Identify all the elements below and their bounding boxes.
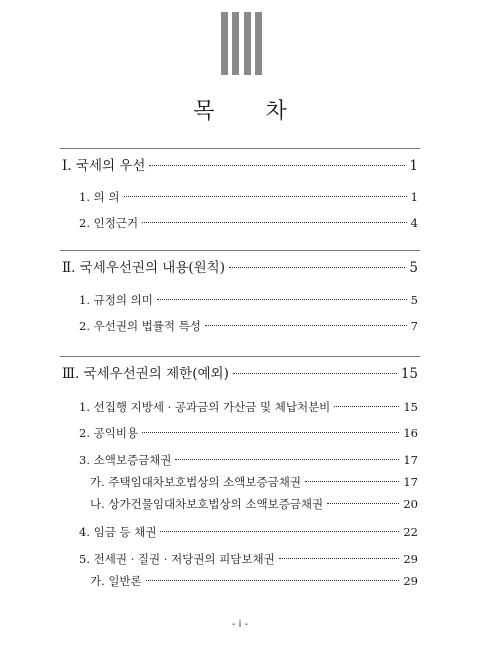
toc-item[interactable] <box>79 551 418 567</box>
section-divider <box>60 148 420 149</box>
toc-item[interactable] <box>79 318 418 334</box>
toc-item-label: 1. 규정의 의미 <box>79 293 153 307</box>
section-divider <box>60 250 420 251</box>
toc-page-number: 15 <box>400 366 418 382</box>
toc-item-label: 5. 전세권 · 질권 · 저당권의 피담보채권 <box>79 552 275 566</box>
dot-leader <box>157 299 407 300</box>
dot-leader <box>142 222 407 223</box>
toc-page-number: 20 <box>403 497 418 511</box>
toc-section-label: Ⅲ. 국세우선권의 제한(예외) <box>62 366 229 382</box>
toc-item[interactable] <box>79 399 418 415</box>
page-number-footer: - i - <box>231 619 249 630</box>
toc-page-number: 16 <box>403 426 418 440</box>
toc-subitem-label: 나. 상가건물임대차보호법상의 소액보증금채권 <box>90 497 324 511</box>
toc-subitem-label: 가. 일반론 <box>90 574 142 588</box>
toc-item-label: 1. 선집행 지방세 · 공과금의 가산금 및 체납처분비 <box>79 400 331 414</box>
toc-page-number: 4 <box>410 216 418 230</box>
dot-leader <box>160 531 399 532</box>
toc-item[interactable] <box>79 425 418 441</box>
toc-item-label: 4. 임금 등 채권 <box>79 525 157 539</box>
toc-item[interactable] <box>79 189 418 205</box>
dot-leader <box>149 165 405 166</box>
section-divider <box>60 356 420 357</box>
toc-item[interactable] <box>79 524 418 540</box>
dot-leader <box>305 481 399 482</box>
toc-section[interactable] <box>62 154 418 174</box>
dot-leader <box>146 580 400 581</box>
toc-page-number: 17 <box>403 453 418 467</box>
toc-item[interactable] <box>79 215 418 231</box>
toc-subitem-label: 가. 주택임대차보호법상의 소액보증금채권 <box>90 475 301 489</box>
toc-item-label: 1. 의 의 <box>79 190 120 204</box>
toc-item[interactable] <box>79 292 418 308</box>
toc-page-number: 29 <box>403 552 418 566</box>
dot-leader <box>279 558 400 559</box>
dot-leader <box>233 373 397 374</box>
toc-subitem[interactable] <box>90 474 418 490</box>
toc-page-number: 15 <box>403 400 418 414</box>
toc-page-number: 7 <box>410 319 418 333</box>
toc-item-label: 2. 공익비용 <box>79 426 139 440</box>
dot-leader <box>334 406 399 407</box>
toc-page-number: 22 <box>403 525 418 539</box>
dot-leader <box>229 267 405 268</box>
dot-leader <box>327 503 399 504</box>
toc-item[interactable] <box>79 452 418 468</box>
toc-subitem[interactable] <box>90 573 418 589</box>
toc-page-number: 1 <box>409 158 418 174</box>
toc-section-label: Ⅰ. 국세의 우선 <box>62 158 146 174</box>
toc-page-number: 29 <box>403 574 418 588</box>
toc-item-label: 3. 소액보증금채권 <box>79 453 172 467</box>
dot-leader <box>175 459 399 460</box>
toc-item-label: 2. 우선권의 법률적 특성 <box>79 319 201 333</box>
toc-page-number: 1 <box>410 190 418 204</box>
dot-leader <box>205 325 407 326</box>
toc-page-number: 5 <box>409 260 418 276</box>
toc-section-label: Ⅱ. 국세우선권의 내용(원칙) <box>62 260 225 276</box>
dot-leader <box>124 196 407 197</box>
toc-page-number: 5 <box>410 293 418 307</box>
page-title: 목 차 <box>193 99 309 124</box>
toc-subitem[interactable] <box>90 496 418 512</box>
toc-section[interactable] <box>62 362 418 382</box>
dot-leader <box>142 432 399 433</box>
toc-page-number: 17 <box>403 475 418 489</box>
toc-section[interactable] <box>62 256 418 276</box>
toc-item-label: 2. 인정근거 <box>79 216 139 230</box>
